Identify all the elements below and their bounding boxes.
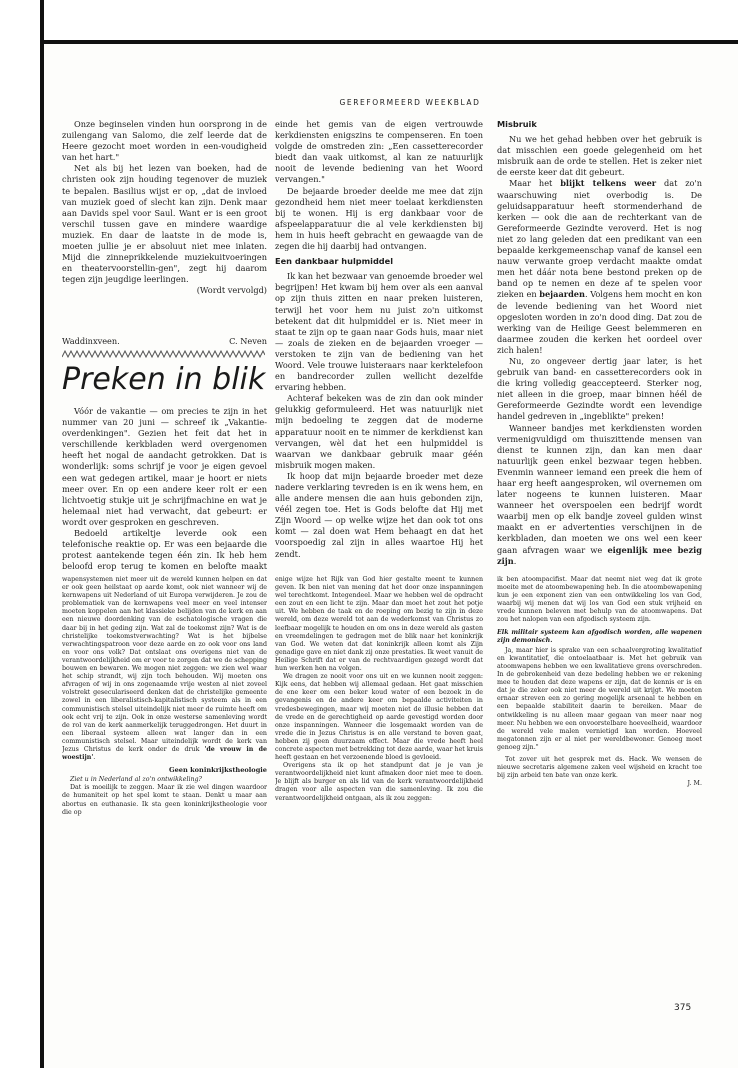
paragraph: enige wijze het Rijk van God hier gestalte meent te kunnen geven. Ik ben niet van mening dat het door onze inspanningen wel terechtkomt. Integendeel. Maar we hebben wel de opdracht een zout en een licht te zijn. Maar dan moet het zout het potje uit. We hebben de taak en de roeping om bezig te zijn in deze wereld, om deze wereld tot aan de wederkomst van Christus zo leefbaar mogelijk te houden en om ons in deze wereld als gasten en vreemdelingen te gedragen met de blik naar het koninkrijk van God. We weten dat dat koninkrijk alleen komt als Zijn genadige gave en niet dank zij onze prestaties. Ik weet vanuit de Heilige Schrift dat er van de rechtvaardigen gezegd wordt dat hun werken hen na volgen.: [275, 576, 483, 673]
paragraph: Vóór de vakantie — om precies te zijn in het nummer van 20 juni — schreef ik „Vakantie-overdenkingen". Gezien het feit dat het in verschillende kerkbladen werd overgenomen heeft het nogal de aandacht getrokken. Dat is wonderlijk: soms schrijf je voor je eigen gevoel een wat gedegen artikel, maar je hoort er niets meer over. En op een andere keer rolt er een lichtvoetig stukje uit je schrijfmachine en wat je helemaal niet had verwacht, dat gebeurt: er wordt over gesproken en geschreven.: [62, 406, 267, 527]
signoff: [62, 336, 267, 346]
column-2: [275, 119, 483, 569]
scan-edge-top: [40, 40, 738, 44]
paragraph: Dat is moeilijk te zeggen. Maar ik zie wel dingen waardoor de humaniteit op het spel komt te staan. Denkt u maar aan abortus en euthanasie. Ik sta geen koninkrijkstheologie voor die op: [62, 784, 267, 816]
paragraph: Nu we het gehad hebben over het gebruik is dat misschien een goede gelegenheid om het misbruik aan de orde te stellen. Het is zeker niet de eerste keer dat dit gebeurt.: [497, 134, 702, 178]
text: .: [93, 754, 96, 762]
initials-line: [497, 780, 702, 788]
text: Ziet u in Nederland al zo'n ontwikkeling?: [70, 776, 202, 784]
paragraph: einde het gemis van de eigen vertrouwde kerkdiensten enigszins te compenseren. En toen volgde de omstreden zin: „Een cassetterecorder biedt dan vaak uitkomst, al kan ze natuurlijk nooit de levende bediening van het Woord vervangen.": [275, 119, 483, 185]
paragraph: Ik kan het bezwaar van genoemde broeder wel begrijpen! Het kwam bij hem over als een aanval op zijn thuis zitten en naar preken luisteren, terwijl het voor hem nu juist zo'n uitkomst betekent dat dit hulpmiddel er is. Niet meer in staat te zijn op te gaan naar Gods huis, maar niet — zoals de zieken en de bejaarden vroeger — verstoken te zijn van de bediening van het Woord. Vele trouwe luisteraars naar kerktelefoon en bandrecorder zullen wellicht dezelfde ervaring hebben.: [275, 271, 483, 393]
paragraph: Ja, maar hier is sprake van een schaalvergroting kwalitatief en kwantitatief, die ontoelaatbaar is. Met het gebruik van atoomwapens hebben we een kwalitatieve grens overschreden. In de gebrokenheid van deze bedeling hebben we er rekening mee te houden dat deze wapens er zijn, dat de kennis er is en dat je die zeker ook niet meer de wereld uit krijgt. We moeten ernaar streven een zo gering mogelijk arsenaal te hebben en een bepaalde stabiliteit daarin te bereiken. Maar de ontwikkeling is nu alleen maar gegaan van meer naar nog meer. Nu hebben we een onvoorstelbare hoeveelheid, waardoor de wereld vele malen vernietigd kan worden. Hoeveel megatonnen zijn er al niet per wereldbewoner. Genoeg moet genoeg zijn.": [497, 646, 702, 751]
zigzag-rule: [62, 350, 265, 358]
paragraph: Achteraf bekeken was de zin dan ook minder gelukkig geformuleerd. Het was natuurlijk niet mijn bedoeling te zeggen dat de moderne apparatuur nooit en te nimmer de kerkdienst kan vervangen, wèl dat het een hulpmiddel is waarvan we dankbaar gebruik maar géén misbruik mogen maken.: [275, 393, 483, 470]
signoff-place: Waddinxveen.: [62, 336, 120, 346]
question: [497, 629, 702, 645]
article-title: Preken in blik: [62, 362, 266, 397]
paragraph: De bejaarde broeder deelde me mee dat zijn gezondheid hem niet meer toelaat kerkdiensten bij te wonen. Hij is erg dankbaar voor de afspeelapparatuur die al vele kerkdiensten bij hem in huis heeft gebracht en gewaagde van de zegen die hij daarbij had ontvangen.: [275, 185, 483, 252]
page-number: 375: [674, 1003, 692, 1013]
question: [62, 776, 267, 784]
column-1-top: [62, 119, 267, 324]
running-title: GEREFORMEERD WEEKBLAD: [339, 98, 481, 107]
continued-note: (Wordt vervolgd): [196, 285, 267, 296]
initials: J. M.: [687, 780, 702, 788]
text: wapensystemen niet meer uit de wereld kunnen helpen en dat er ook geen heilstaat op aarde komt, ook niet wanneer wij de kernwapens uit Nederland of uit Europa verwijderen. Je zou de problematiek van de kernwapens veel meer en veel intenser moeten koppelen aan het klassieke belijden van de kerk en aan een nieuwe doordenking van de eschatologische vragen die daar bij in het geding zijn. Wat zal de toekomst zijn? Wat is de christelijke toekomstverwachting? Wat is het bijbelse verwachtingspatroon voor deze aarde en zo ook voor ons land en voor ons volk? Dat ontslaat ons overigens niet van de verantwoordelijkheid om er voor te zorgen dat we de schepping bouwen en bewaren. We mogen niet zeggen: we zien wel waar het schip strandt, wij zijn toch behouden. Wij moeten ons afvragen of wij in ons zogenaamde vrije westen al niet zoveel volstrekt geseculariseerd denken dat de christelijke gemeente zowel in een liberalistisch-kapitalistisch systeem als in een communistisch stelsel uiteindelijk niet meer de ruimte heeft om ook echt vrij te zijn. Ook in onze westerse samenleving wordt de rol van de kerk aanmerkelijk teruggedrongen. Het duurt in een liberaal systeem alleen wat langer dan in een communistisch stelsel. Maar uiteindelijk wordt de kerk van Jezus Christus de kerk onder de druk: [62, 576, 267, 753]
paragraph: Ik hoop dat mijn bejaarde broeder met deze nadere verklaring tevreden is en ik wens hem, en alle andere mensen die aan huis gebonden zijn, véél zegen toe. Het is Gods belofte dat Hij met Zijn Woord — op welke wijze het dan ook tot ons komt — zal doen wat Hem behaagt en dat het voorspoedig zal zijn in alles waartoe Hij het zendt.: [275, 470, 483, 559]
paragraph: Net als bij het lezen van boeken, had de christen ook zijn houding tegenover de muziek te bepalen. Basilius wijst er op, „dat de invloed van muziek goed of slecht kan zijn. Denk maar aan Davids spel voor Saul. Want er is een groot verschil tussen gave en mindere waardige muziek. En daar de laatste in de mode is, moeten jullie je er absoluut niet mee inlaten. Mijd die zinneprikkelende muziekuitvoeringen en theatervoorstellin-gen", zegt hij daarom tegen zijn jeugdige leerlingen.: [62, 163, 267, 285]
emphasis: bejaarden: [539, 289, 585, 300]
paragraph: Tot zover uit het gesprek met ds. Hack. We wensen de nieuwe secretaris algemene zaken veel wijsheid en kracht toe bij zijn arbeid ten bate van onze kerk.: [497, 755, 702, 780]
interview-column-2: [275, 576, 483, 948]
paragraph: [62, 576, 267, 762]
text: .: [513, 555, 517, 566]
scan-edge-left: [40, 0, 44, 1068]
paragraph: [497, 423, 702, 567]
paragraph: Bedoeld artikeltje leverde ook een telefonische reaktie op. Er was een bejaarde die protest aantekende tegen één zin. Ik heb hem beloofd erop terug te komen en belofte maakt: [62, 528, 267, 571]
paragraph: ik ben atoompacifist. Maar dat neemt niet weg dat ik grote moeite met de atoombewapening heb. In die atoombewapening kun je een exponent zien van een ontwikkeling los van God, waarbij wij menen dat wij los van God een stuk vrijheid en vrede kunnen beleven met behulp van de atoomwapens. Dat zou het nalopen van een afgodisch systeem zijn.: [497, 576, 702, 624]
interview-column-3: [497, 576, 702, 948]
column-1-article: [62, 406, 267, 571]
text: Wanneer bandjes met kerkdiensten worden vermenigvuldigd om thuiszittende mensen van dienst te kunnen zijn, dan kan men daar natuurlijk geen enkel bezwaar tegen hebben. Evenmin wanneer iemand een preek die hem of haar erg heeft aangesproken, wil overnemen om later nogeens te kunnen luisteren. Maar wanneer het overspoelen een bedrijf wordt waarbij men op elk bandje zoveel gulden winst maakt en er advertenties verschijnen in de kerkbladen, dan moeten we ons wel een keer gaan afvragen waar we: [497, 422, 702, 555]
signoff-author: C. Neven: [229, 336, 267, 346]
section-heading: Een dankbaar hulpmiddel: [275, 256, 394, 267]
emphasis: eigenlijk mee bezig zijn: [497, 544, 702, 566]
interview-column-1: [62, 576, 267, 948]
section-heading: Geen koninkrijkstheologie: [168, 766, 267, 775]
section-heading: Misbruik: [497, 119, 537, 129]
text: Maar het: [509, 178, 561, 189]
paragraph: We dragen ze nooit voor ons uit en we kunnen nooit zeggen: Kijk eens, dat hebben wij allemaal gedaan. Het gaat misschien de ene keer om een beker koud water of een bezoek in de gevangenis en de andere keer om bepaalde activiteiten in vredesbewegingen, maar wij moeten niet de illusie hebben dat de vrede en de gerechtigheid op aarde gevestigd worden door onze inspanningen. Wanneer die losgemaakt worden van de vrede die in Jezus Christus is en alle verstand te boven gaat, hebben zij geen duurzaam effect. Maar die vrede heeft heel concrete aspecten met betrekking tot deze aarde, waar het kruis heeft gestaan en het verzoenende bloed is gevloeid.: [275, 673, 483, 762]
emphasis: blijkt telkens weer: [560, 178, 657, 189]
scan-margin-top: [0, 0, 738, 40]
scan-margin-left: [0, 0, 44, 1068]
decorative-divider: [62, 350, 265, 358]
paragraph: Onze beginselen vinden hun oorsprong in de zuilengang van Salomo, die zelf leerde dat de Heere gezocht moet worden in een-voudigheid van het hart.": [62, 119, 267, 163]
paragraph: Overigens sta ik op het standpunt dat je je van je verantwoordelijkheid niet kunt afmaken door niet mee te doen. Je blijft als burger en als lid van de kerk verantwoordelijkheid dragen voor alle aspecten van die samenleving. Ik zou die verantwoordelijkheid ontgaan, als ik zou zeggen:: [275, 762, 483, 802]
text: dat zo'n waarschuwing niet overbodig is. De geluidsapparatuur heeft stormenderhand de kerken — ook die aan de rechterkant van de Gereformeerde Gezindte veroverd. Het is nog niet zo lang geleden dat een predikant van een bepaalde kerkgemeenschap vanaf de kansel een nauw verwante groep verdacht maakte omdat men het dáár nota bene bestond preken op de band op te nemen en deze af te spelen voor zieken en: [497, 178, 702, 300]
emphasis: 'de vrouw in de woestijn': [62, 745, 267, 762]
paragraph: [497, 178, 702, 356]
text: . Volgens hem mocht en kon de levende bediening van het Woord niet opgesloten worden in zo'n dood ding. Dat zou de werking van de Heilige Geest belemmeren en daarmee zouden die kerken het oordeel over zich halen!: [497, 289, 702, 355]
text: Elk militair systeem kan afgodisch worden, alle wapenen zijn demonisch.: [497, 628, 702, 644]
paragraph: Nu, zo ongeveer dertig jaar later, is het gebruik van band- en cassetterecorders ook in die kring volledig geaccepteerd. Sterker nog, niet alleen in die groep, maar binnen héél de Gereformeerde Gezindte wordt een levendige handel gedreven in „ingeblikte" preken!: [497, 355, 702, 422]
